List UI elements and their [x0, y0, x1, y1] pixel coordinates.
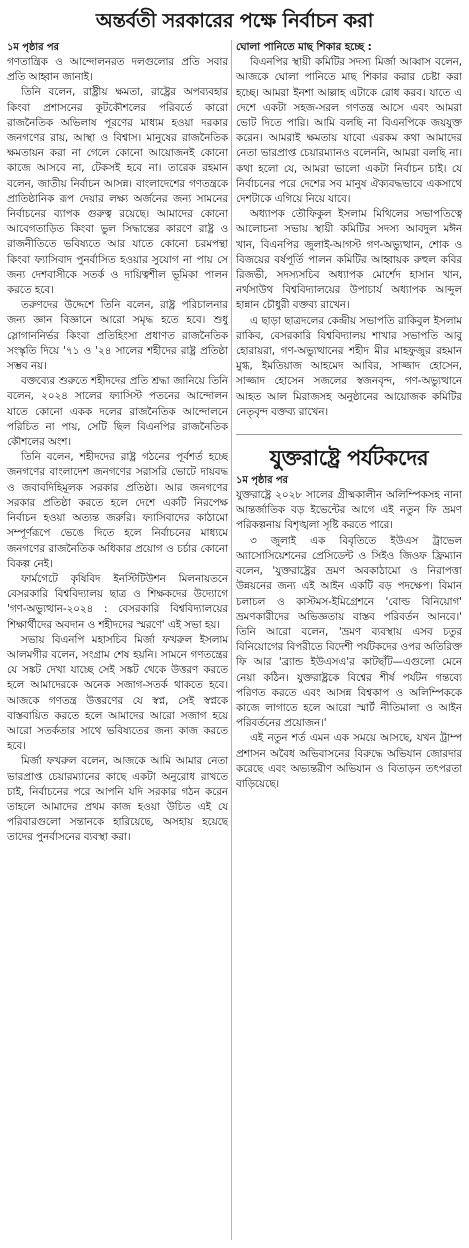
story2-headline: যুক্তরাষ্ট্রে পর্যটকদের: [269, 446, 429, 471]
story1-paragraph: মির্জা ফখরুল বলেন, আজকে আমি আমার নেতা ভারপ্রাপ্ত চেয়ারম্যানের কাছে একটা অনুরোধ রাখতে চাই, নির্বাচনের পরে আপনি যদি সরকার গঠন করেন তাহলে আমাদের প্রথম কাজ হওয়া উচিত এই যে পরিবারগুলো সন্তানকে হারিয়েছে, অসহায় হয়েছে তাদের পুনর্বাসনের ব্যবস্থা করা।: [7, 755, 228, 844]
right-column: [236, 40, 462, 1245]
story2-paragraph: ৩ জুলাই এক বিবৃতিতে ইউএস ট্রাভেল অ্যাসোসিয়েশনের প্রেসিডেন্ট ও সিইও জিওফ ফ্রিম্যান বলেন, 'যুক্তরাষ্ট্রের ভ্রমণ অবকাঠামো ও নিরাপত্তা উন্নয়নের জন্য এই আইন একটি বড় পদক্ষেপ। বিমান চলাচল ও কাস্টমস-ইমিগ্রেশনে 'বোল্ড বিনিয়োগ' ভ্রমণকারীদের অভিজ্ঞতায় বাস্তব পরিবর্তন আনবে।' তিনি আরো বলেন, 'ভ্রমণ ব্যবস্থায় এসব চতুর বিনিয়োগের বিপরীতে বিদেশী পর্যটকদের ওপর অতিরিক্ত ফি আর 'ব্র্যান্ড ইউএসএ'র কাটছাঁট—এগুলো মেনে নেয়া কঠিন। যুক্তরাষ্ট্রকে বিশ্বের শীর্ষ পর্যটন গন্তব্যে পরিণত করতে এবং আসন্ন বিশ্বকাপ ও অলিম্পিককে কাজে লাগাতে হলে আরো স্মার্ট নীতিমালা ও আইন পরিবর্তনের প্রয়োজন।': [236, 534, 462, 730]
column-divider: [231, 40, 232, 1240]
story1-paragraph: তরুণদের উদ্দেশে তিনি বলেন, রাষ্ট্র পরিচালনার জন্য জ্ঞান বিজ্ঞানে আরো সমৃদ্ধ হতে হবে। শুধু স্লোগাননির্ভর কিংবা প্রতিহিংসা প্রধাণত রাজনৈতিক সংস্কৃতি দিয়ে '৭১ ও '২৪ সালের শহীদের রাষ্ট্র প্রতিষ্ঠা সম্ভব নয়।: [7, 299, 228, 373]
story2-paragraph: এই নতুন শর্ত এমন এক সময়ে আসছে, যখন ট্রাম্প প্রশাসন অবৈধ অভিবাসনের বিরুদ্ধে অভিযান জোরদার করেছে এবং অভ্যন্তরীণ অভিযান ও বিতাড়ন তৎপরতা বাড়িয়েছে।: [236, 732, 462, 790]
story-separator: [236, 434, 462, 435]
story1-subhead: ঘোলা পানিতে মাছ শিকার হচ্ছে :: [236, 41, 372, 53]
story2-continued-tag: ১ম পৃষ্ঠার পর: [236, 475, 288, 487]
story1-paragraph: ফার্মগেটে কৃষিবিদ ইনস্টিটিউশন মিলনায়তনে বেসরকারি বিশ্ববিদ্যালয় ছাত্র ও শিক্ষকদের উদ্যোগে 'গণ-অভ্যুত্থান-২০২৪ : বেসরকারি বিশ্ববিদ্যালয়ের শিক্ষার্থীদের অবদান ও শহীদদের স্মরণে' এই সভা হয়।: [7, 572, 228, 631]
story1-paragraph: এ ছাড়া ছাত্রদলের কেন্দ্রীয় সভাপতি রাকিবুল ইসলাম রাকিব, বেসরকারি বিশ্ববিদ্যালয় শাখার সভাপতি আবু হোরায়রা, গণ-অভ্যুত্থানের শহীদ মীর মাহফুজুর রহমান মুগ্ধ, ইমতিয়াজ আহমেদ আবির, সাজ্জাদ হোসেন, সাজ্জাদ হোসেন সজলের স্বজনবৃন্দ, গণ-অভ্যুত্থানে আহত আল মিরাজসহ অনুষ্ঠানের আয়োজক কমিটির নেতৃবৃন্দ বক্তব্য রাখেন।: [236, 314, 462, 418]
story1-paragraph: বক্তব্যের শুরুতে শহীদদের প্রতি শ্রদ্ধা জানিয়ে তিনি বলেন, ২০২৪ সালের ফ্যাসিস্ট পতনের আন্দোলন যাতে কোনো একক দলের রাজনৈতিক আন্দোলনে পরিচিত না পায়, সেটি ছিল বিএনপির রাজনৈতিক কৌশলের অংশ।: [7, 375, 228, 449]
story2-paragraph: যুক্তরাষ্ট্রে ২০২৮ সালের গ্রীষ্মকালীন অলিম্পিকসহ নানা আন্তর্জাতিক বড় ইভেন্টের আগে এই নতুন ফি ভ্রমণ পরিকল্পনায় বিশৃঙ্খলা সৃষ্টি করতে পারে।: [236, 489, 462, 532]
story1-paragraph: সভায় বিএনপি মহাসচিব মির্জা ফখরুল ইসলাম আলমগীর বলেন, সংগ্রাম শেষ হয়নি। সামনে গণতন্ত্রের যে সঙ্কট দেখা যাচ্ছে সেই সঙ্কট থেকে উত্তরণ করতে হলে আমাদেরকে অনেক সজাগ-সতর্ক থাকতে হবে। আজকে গণতন্ত্র উত্তরণের যে স্বপ্ন, সেই স্বপ্নকে বাস্তবায়িত করতে হলে আমাদের আরো সজাগ হয়ে আরো সতর্কতার সাথে ভবিষ্যতের জন্য কাজ করতে হবে।: [7, 633, 228, 753]
story1-paragraph: বিএনপির স্থায়ী কমিটির সদস্য মির্জা আব্বাস বলেন, আজকে ঘোলা পানিতে মাছ শিকার করার চেষ্টা করা হচ্ছে। আমরা ইনশা আল্লাহ এটাকে রোধ করব। যাতে এ দেশে একটা সহজ-সরল গণতন্ত্র আসে এবং আমরা ভোট দিতে পারি। আমি বলছি না বিএনপিকে জয়যুক্ত করেন। আমরাই ক্ষমতায় যাবো এরকম কথা আমাদের নেতা ভারপ্রাপ্ত চেয়ারম্যানও বলেননি, আমরা বলছি না। কথা হলো যে, আমরা ভালো একটা নির্বাচন চাই। যে নির্বাচনের পরে দেশের সব মানুষ ঐক্যবদ্ধভাবে একসাথে দেশটাকে এগিয়ে নিয়ে যাবে।: [236, 56, 462, 206]
story1-continued-tag: ১ম পৃষ্ঠার পর: [7, 42, 59, 53]
story1-paragraph: গণতান্ত্রিক ও আন্দোলনরত দলগুলোর প্রতি সবার প্রতি আহ্বান জানাই।: [7, 56, 228, 84]
story1-paragraph: অধ্যাপক তৌফিকুল ইসলাম মিথিলের সভাপতিত্বে আলোচনা সভায় স্থায়ী কমিটির সদস্য আবদুল মঈন খান, বিএনপির জুলাই-আগস্ট গণ-অভ্যুত্থান, শোক ও বিজয়ের বর্ষপূর্তি পালন কমিটির আহ্বায়ক রুহুল কবির রিজভী, সদস্যসচিব অধ্যাপক মোর্শেদ হাসান খান, নর্থসাউথ বিশ্ববিদ্যালয়ের উপাচার্য অধ্যাপক আব্দুল হান্নান চৌধুরী বক্তব্য রাখেন।: [236, 208, 462, 312]
story1-paragraph: তিনি বলেন, শহীদদের রাষ্ট্র গঠনের পূর্বশর্ত হচ্ছে জনগণের বাংলাদেশ জনগণের সরাসরি ভোটে দায়বদ্ধ ও জবাবদিহিমূলক সরকার প্রতিষ্ঠা। আর জনগণের সরকার প্রতিষ্ঠা করতে হলে দেশে একটি নিরপেক্ষ নির্বাচন হওয়া অত্যন্ত জরুরি। ফ্যাসিবাদের কাঠামো সম্পূর্ণরূপে ভেঙে দিতে হলে নির্বাচনের মাধ্যমে জনগণের রাজনৈতিক অধিকার প্রয়োগ ও চর্চার কোনো বিকল্প নেই।: [7, 451, 228, 570]
story1-headline: অন্তর্বতী সরকারের পক্ষে নির্বাচন করা: [95, 9, 374, 32]
story1-paragraph: তিনি বলেন, রাষ্ট্রীয় ক্ষমতা, রাষ্ট্রের অপব্যবহার কিংবা প্রশাসনের কূটকৌশলের পরিবর্তে কারো রাজনৈতিক অভিলাষ পূরণের মাধ্যম হওয়া দরকার জনগণের রায়, আস্থা ও বিশ্বাস। মানুষের রাজনৈতিক ক্ষমতায়ন করা না গেলে কোনো আয়োজনই কোনো কাজে আসবে না, টেকসই হবে না। তারেক রহমান বলেন, জাতীয় নির্বাচন আসন্ন। বাংলাদেশের গণতন্ত্রকে প্রাতিষ্ঠানিক রূপ দেয়ার লক্ষ্য অর্জনের জন্য সামনের নির্বাচনের ব্যাপক গুরুত্ব রয়েছে। আমাদের কোনো আবেগতাড়িত কিংবা ভুল সিদ্ধান্তের কারণে রাষ্ট্র ও রাজনীতিতে ভবিষ্যতে আর যাতে কোনো চরমপন্থা কিংবা ফ্যাসিবাদ পুনর্বাসিত হওয়ার সুযোগ না পায় সে জন্য দেশবাসীকে সতর্ক ও দায়িত্বশীল ভূমিকা পালন করতে হবে।: [7, 86, 228, 297]
left-column: [7, 40, 228, 1245]
